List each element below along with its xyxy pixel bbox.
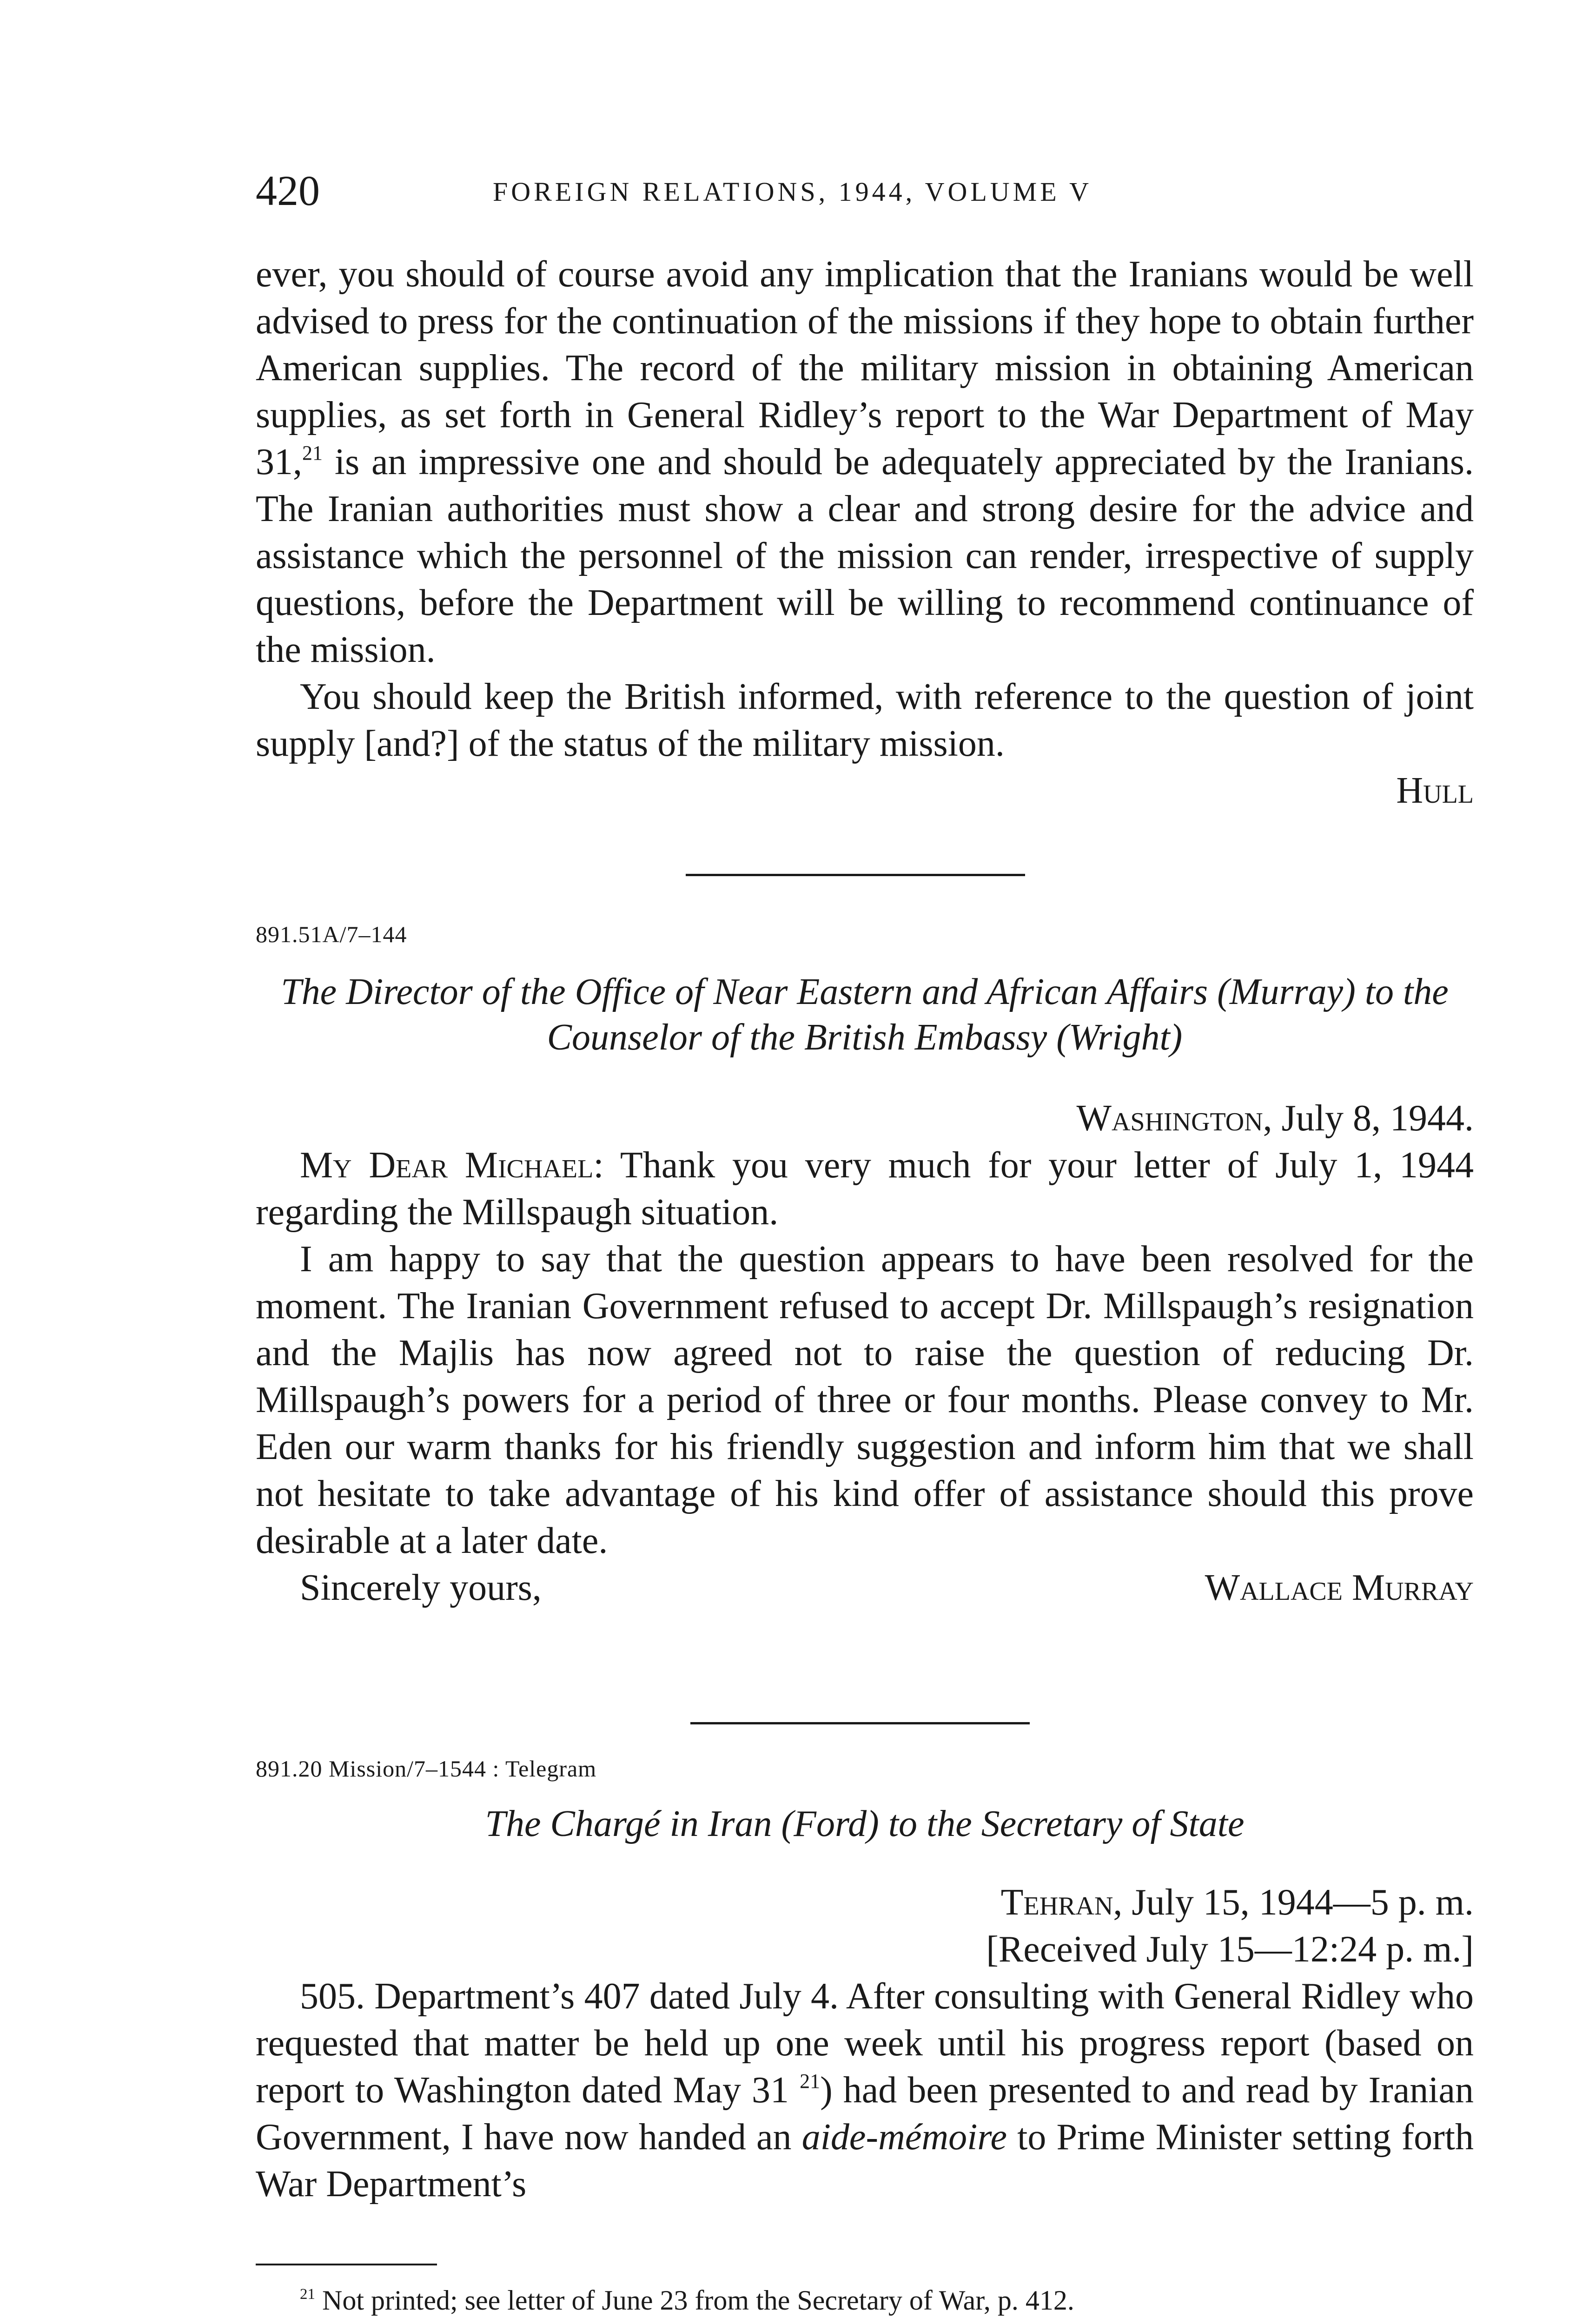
file-reference-2: 891.20 Mission/7–1544 : Telegram (256, 1756, 597, 1782)
place-date-2: Tehran, July 15, 1944—5 p. m. (1000, 1882, 1474, 1923)
section-continuation (256, 251, 1474, 814)
section-ford-telegram (256, 1752, 1474, 2208)
closing: Sincerely yours, (300, 1567, 542, 1608)
footnote-ref-2: 21 (800, 2070, 821, 2093)
file-reference: 891.51A/7–144 (256, 921, 407, 947)
continuation-paragraph: ever, you should of course avoid any implication that the Iranians would be well advised to press for the continuation of the missions if they hope to obtain further American supplies. The record of the military mission in obtaining American supplies, as set forth in General Ridley’s report to the War Department of May 31,21 is an impressive one and should be adequately appreciated by the Iranians. The Iranian authorities must show a clear and strong desire for the advice and assistance which the personnel of the mission can render, irrespective of supply questions, before the Department will be willing to recommend continuance of the mission. (256, 254, 1474, 670)
footnote-ref: 21 (302, 442, 323, 465)
letter-paragraph-2: I am happy to say that the question appears to have been resolved for the moment. The Iranian Government refused to accept Dr. Millspaugh’s resignation and the Majlis has now agreed not to raise the question of reducing Dr. Millspaugh’s powers for a period of three or four months. Please convey to Mr. Eden our warm thanks for his friendly suggestion and inform him that we shall not hesitate to take advantage of his kind offer of assistance should this prove desirable at a later date. (256, 1239, 1474, 1561)
section-divider (686, 874, 1025, 876)
received-line: [Received July 15—12:24 p. m.] (986, 1929, 1474, 1970)
footnotes (256, 2264, 1474, 2319)
aide-memoire: aide-mémoire (801, 2117, 1007, 2158)
telegram-paragraph: 505. Department’s 407 dated July 4. After consulting with General Ridley who requested that matter be held up one week until his progress report (based on report to Washington dated May 31 $^{21}$) had been presented to and read by Iranian Government, I have now handed an aide-mémoire to Prime Minister setting forth War Department’s (256, 1976, 1474, 2205)
signature-hull: Hull (1396, 770, 1474, 811)
document-title: The Director of the Office of Near Eastern and African Affairs (Murray) to the Counselor of the British Embassy (Wright) (281, 971, 1449, 1058)
place-date: Washington, July 8, 1944. (1076, 1098, 1474, 1139)
section-divider-2 (690, 1722, 1030, 1724)
footnote-rule (256, 2264, 437, 2265)
page-header (256, 165, 1474, 216)
section-murray-letter (256, 918, 1474, 1611)
signature-murray: Wallace Murray (1205, 1567, 1474, 1608)
running-head: FOREIGN RELATIONS, 1944, VOLUME V (493, 177, 1092, 207)
footnote-21: $^{21}$ Not printed; see letter of June 23 from the Secretary of War, p. 412. (300, 2285, 1074, 2316)
continuation-paragraph-2: You should keep the British informed, with reference to the question of joint supply [and?] of the status of the military mission. (256, 676, 1474, 764)
letter-paragraph-1: My Dear Michael: Thank you very much for your letter of July 1, 1944 regarding the Millspaugh situation. (256, 1145, 1474, 1233)
salutation: My Dear Michael (300, 1145, 594, 1186)
page-number: 420 (256, 167, 320, 214)
closing-line (256, 1565, 1474, 1611)
document-title-2: The Chargé in Iran (Ford) to the Secretary of State (485, 1803, 1245, 1844)
